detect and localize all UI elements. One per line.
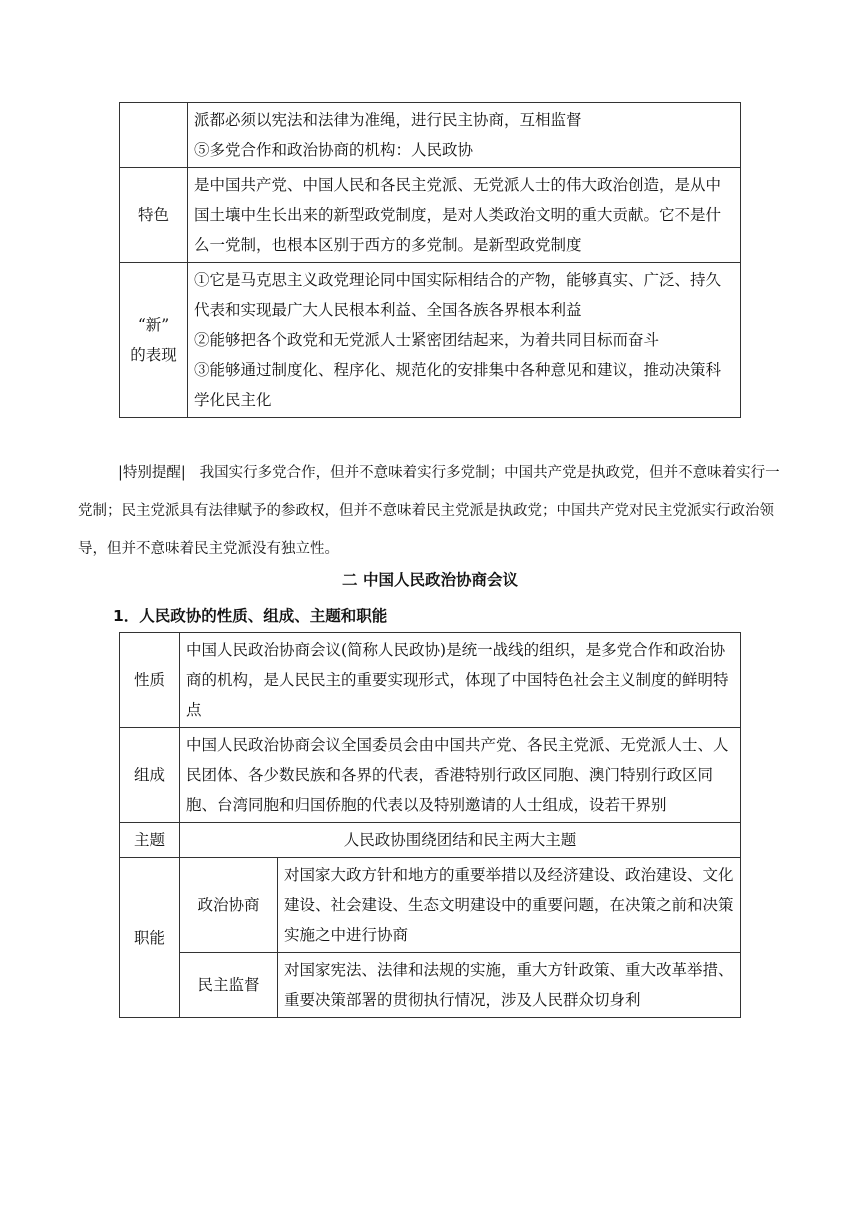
content-line: 派都必须以宪法和法律为准绳，进行民主协商，互相监督 — [194, 111, 582, 129]
special-reminder — [78, 454, 784, 568]
row-content: 中国人民政治协商会议(简称人民政协)是统一战线的组织，是多党合作和政治协商的机构，是人民民主的重要实现形式，体现了中国特色社会主义制度的鲜明特点 — [180, 633, 741, 728]
row-content: 对国家宪法、法律和法规的实施，重大方针政策、重大改革举措、重要决策部署的贯彻执行情况，涉及人民群众切身利 — [278, 953, 741, 1018]
section-heading: 二 中国人民政治协商会议 — [342, 571, 518, 589]
row-content: 人民政协围绕团结和民主两大主题 — [180, 823, 741, 858]
row-label-line: 的表现 — [130, 346, 177, 364]
subsection-heading: 1．人民政协的性质、组成、主题和职能 — [113, 607, 388, 625]
list-item: ②能够把各个政党和无党派人士紧密团结起来，为着共同目标而奋斗 — [194, 331, 660, 349]
row-content: 中国人民政治协商会议全国委员会由中国共产党、各民主党派、无党派人士、人民团体、各少数民族和各界的代表，香港特别行政区同胞、澳门特别行政区同胞、台湾同胞和归国侨胞的代表以及特别邀请的人士组成，设若干界别 — [180, 728, 741, 823]
multiparty-cooperation-table — [119, 102, 741, 418]
row-content — [188, 263, 741, 418]
row-label: 组成 — [120, 728, 180, 823]
row-content: 对国家大政方针和地方的重要举措以及经济建设、政治建设、文化建设、社会建设、生态文明建设中的重要问题，在决策之前和决策实施之中进行协商 — [278, 858, 741, 953]
row-content — [188, 103, 741, 168]
row-label — [120, 103, 188, 168]
row-label-line: “新” — [137, 316, 170, 334]
content-line: ⑤多党合作和政治协商的机构：人民政协 — [194, 141, 474, 159]
table-row — [120, 263, 741, 418]
sub-label: 政治协商 — [180, 858, 278, 953]
row-label: 特色 — [120, 168, 188, 263]
table-row — [120, 728, 741, 823]
row-label: 性质 — [120, 633, 180, 728]
table-row — [120, 953, 741, 1018]
table-row — [120, 103, 741, 168]
row-label: 职能 — [120, 858, 180, 1018]
list-item: ①它是马克思主义政党理论同中国实际相结合的产物，能够真实、广泛、持久代表和实现最广大人民根本利益、全国各族各界根本利益 — [194, 271, 722, 319]
table-row — [120, 168, 741, 263]
list-item: ③能够通过制度化、程序化、规范化的安排集中各种意见和建议，推动决策科学化民主化 — [194, 361, 722, 409]
row-label: 主题 — [120, 823, 180, 858]
cppcc-table — [119, 632, 741, 1018]
row-content: 是中国共产党、中国人民和各民主党派、无党派人士的伟大政治创造，是从中国土壤中生长出来的新型政党制度，是对人类政治文明的重大贡献。它不是什么一党制，也根本区别于西方的多党制。是新型政党制度 — [188, 168, 741, 263]
sub-label: 民主监督 — [180, 953, 278, 1018]
table-row — [120, 858, 741, 953]
table-row — [120, 633, 741, 728]
special-reminder-tag: |特别提醒| — [118, 465, 186, 481]
table-row — [120, 823, 741, 858]
special-reminder-text: 我国实行多党合作，但并不意味着实行多党制；中国共产党是执政党，但并不意味着实行一党制；民主党派具有法律赋予的参政权，但并不意味着民主党派是执政党；中国共产党对民主党派实行政治领导，但并不意味着民主党派没有独立性。 — [78, 465, 780, 557]
row-label — [120, 263, 188, 418]
